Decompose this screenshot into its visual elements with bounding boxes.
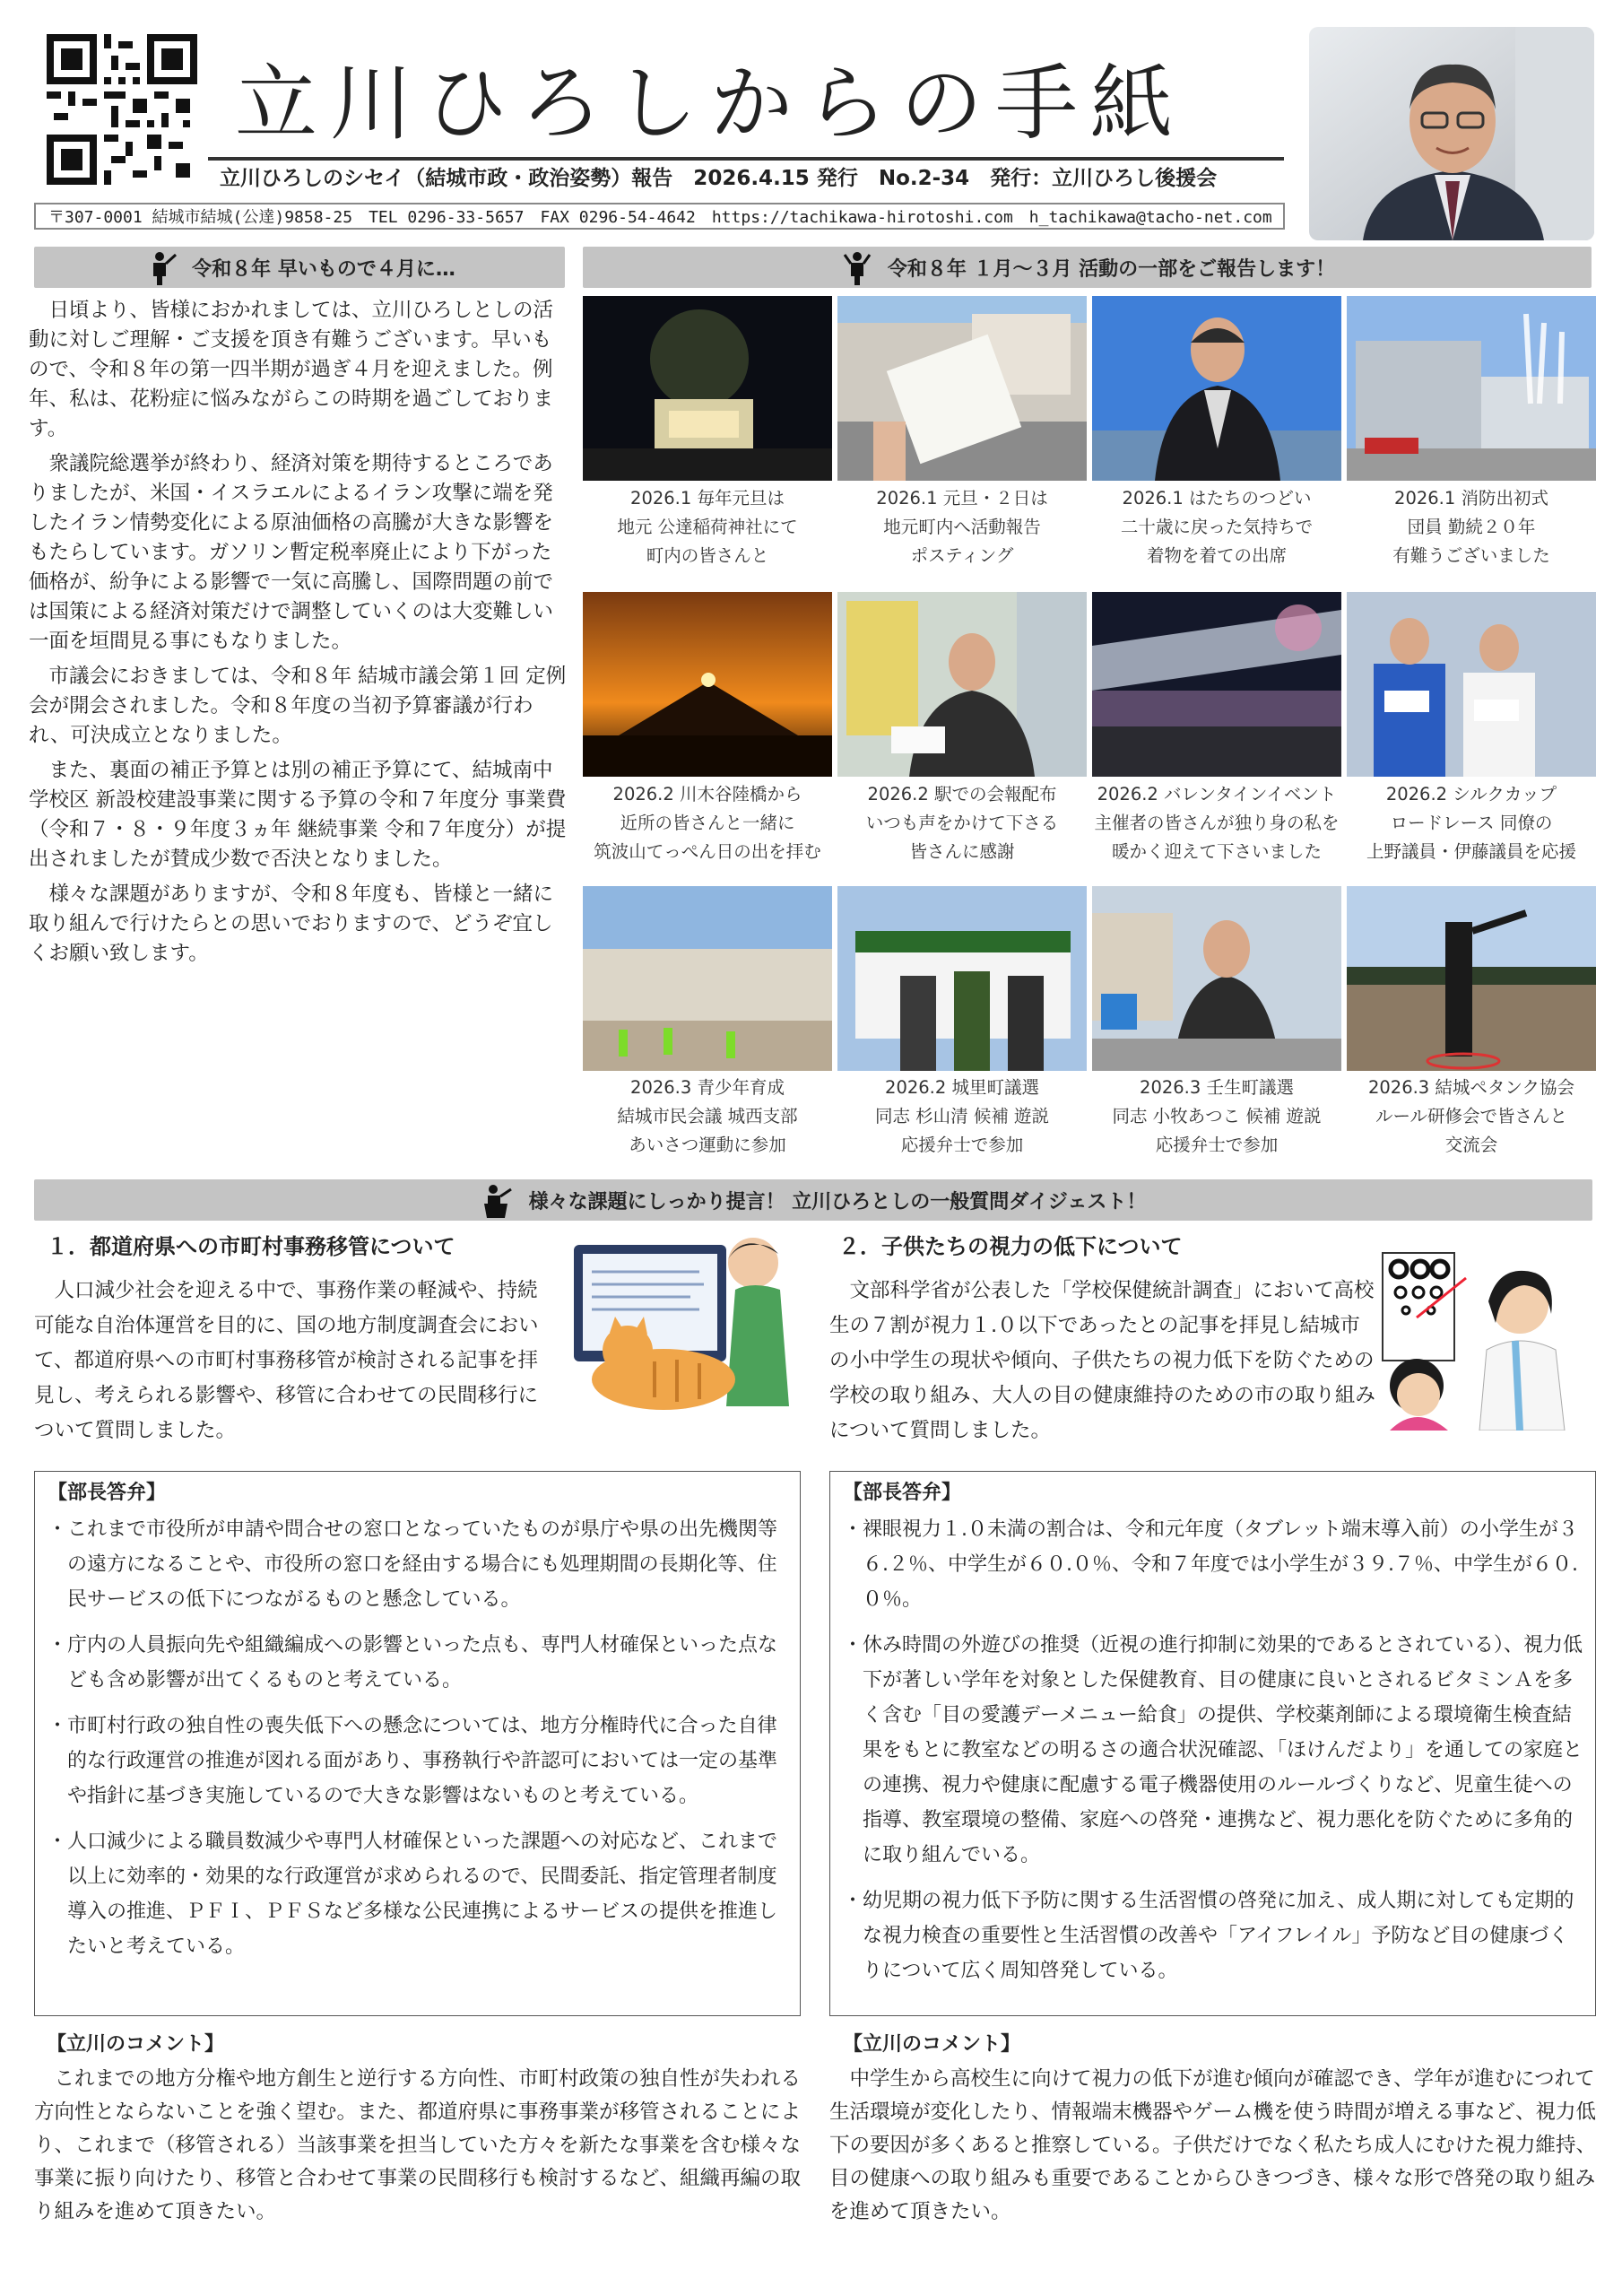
photo-caption-5: 2026.2 川木谷陸橋から 近所の皆さんと一緒に 筑波山てっぺん日の出を拝む — [594, 784, 821, 862]
contact-bar: 〒307-0001 結城市結城(公達)9858-25 TEL 0296-33-5657 FAX 0296-54-4642 https://tachikawa-hirotoshi.com h_tachikawa@tacho-net.com — [34, 203, 1285, 230]
question-2-answer-label: 【部長答弁】 — [843, 1482, 962, 1504]
question-1-answer-3: ・市町村行政の独自性の喪失低下への懸念については、地方分権時代に合った自律的な行政運営の推進が図れる面があり、事務執行や許認可においては一定の基準や指針に基づき実施しているので大きな影響はないものと考えている。 — [48, 1715, 778, 1807]
intro-paragraph-1: 日頃より、皆様におかれましては、立川ひろしとしの活動に対しご理解・ご支援を頂き有難うございます。早いもので、令和８年の第一四半期が過ぎ４月を迎えました。例年、私は、花粉症に悩みながらこの時期を過ごしております。 — [29, 299, 554, 440]
question-1-answer-4: ・人口減少による職員数減少や専門人材確保といった課題への対応など、これまで以上に効率的・効果的な行政運営が求められるので、民間委託、指定管理者制度導入の推進、ＰＦＩ、ＰＦＳなど多様な公民連携によるサービスの提供を推進したいと考えている。 — [48, 1831, 778, 1958]
photo-petanque-workshop — [1347, 886, 1596, 1071]
newsletter-title: 立川ひろしからの手紙 — [235, 56, 1186, 152]
question-2-text: 文部科学省が公表した「学校保健統計調査」において高校生の７割が視力１.０以下であったとの記事を拝見し結城市の小中学生の現状や傾向、子供たちの視力低下を防ぐための学校の取り組み、大人の目の健康維持のための市の取り組みについて質問しました。 — [829, 1279, 1375, 1442]
digest-section-header — [34, 1179, 1592, 1221]
photo-sunrise-mt-tsukuba — [583, 592, 832, 777]
digest-section-title: 様々な課題にしっかり提言！ 立川ひろとしの一般質問ダイジェスト！ — [528, 1190, 1147, 1213]
photo-caption-3: 2026.1 はたちのつどい 二十歳に戻った気持ちで 着物を着ての出席 — [1120, 488, 1314, 566]
photo-mibu-campaign — [1092, 886, 1341, 1071]
left-section-body — [29, 296, 567, 974]
intro-paragraph-5: 様々な課題がありますが、令和８年度も、皆様と一緒に取り組んで行けたらとの思いでおりますので、どうぞ宜しくお願い致します。 — [29, 883, 554, 965]
question-2-answer-box — [829, 1471, 1596, 2016]
question-1-title: １．都道府県への市町村事務移管について — [47, 1234, 455, 1259]
newsletter-subtitle: 立川ひろしのシセイ（結城市政・政治姿勢）報告 2026.4.15 発行 No.2-34 発行：立川ひろし後援会 — [220, 167, 1218, 190]
photo-caption-1: 2026.1 毎年元旦は 地元 公達稲荷神社にて 町内の皆さんと — [617, 488, 798, 566]
question-2-comment-label: 【立川のコメント】 — [843, 2033, 1021, 2056]
photo-caption-2: 2026.1 元旦・２日は 地元町内へ活動報告 ポスティング — [876, 488, 1048, 566]
left-section-title: 令和８年 早いもので４月に… — [192, 257, 455, 281]
question-1-comment-label: 【立川のコメント】 — [47, 2033, 225, 2056]
photo-caption-7: 2026.2 バレンタインイベント 主催者の皆さんが独り身の私を 暖かく迎えて下さいました — [1094, 784, 1340, 862]
question-1-answer-1: ・これまで市役所が申請や問合せの窓口となっていたものが県庁や県の出先機関等の遠方になることや、市役所の窓口を経由する場合にも処理期間の長期化等、住民サービスの低下につながるものと懸念している。 — [48, 1518, 778, 1611]
question-2-body — [829, 1274, 1378, 1448]
photo-valentine-event — [1092, 592, 1341, 777]
intro-paragraph-3: 市議会におきましては、令和８年 結城市議会第１回 定例会が開会されました。令和８年度の当初予算審議が行われ、可決成立となりました。 — [29, 665, 567, 747]
question-2-comment-body — [829, 2063, 1600, 2229]
speaker-figure-icon — [143, 249, 179, 285]
photo-school-greeting — [583, 886, 832, 1071]
laptop-cat-illustration — [565, 1227, 798, 1415]
question-2-comment: 中学生から高校生に向けて視力の低下が進む傾向が確認でき、学年が進むにつれて生活環境が変化したり、情報端末機器やゲーム機を使う時間が増える事など、視力低下の要因が多くあると推察している。子供だけでなく私たち成人にむけた視力維持、目の健康への取り組みも重要であることからひきつづき、様々な形で啓発の取り組みを進めて頂きたい。 — [829, 2067, 1597, 2223]
photo-shirosato-campaign — [837, 886, 1087, 1071]
question-2-answer-1: ・裸眼視力１.０未満の割合は、令和元年度（タブレット端末導入前）の小学生が３６.２％、中学生が６０.０％、令和７年度では小学生が３９.７％、中学生が６０.０％。 — [843, 1518, 1578, 1611]
intro-paragraph-4: また、裏面の補正予算とは別の補正予算にて、結城南中学校区 新設校建設事業に関する予算の令和７年度分 事業費（令和７・８・９年度３ヵ年 継続事業 令和７年度分）が提出されましたが賛成少数で否決となりました。 — [29, 759, 567, 871]
question-1-comment-body — [34, 2063, 805, 2229]
photo-caption-6: 2026.2 駅での会報配布 いつも声をかけて下さる 皆さんに感謝 — [865, 784, 1059, 862]
question-1-text: 人口減少社会を迎える中で、事務作業の軽減や、持続可能な自治体運営を目的に、国の地方制度調査会において、都道府県への市町村事務移管が検討される記事を拝見し、考えられる影響や、移管に合わせての民間移行について質問しました。 — [34, 1279, 539, 1442]
photo-caption-11: 2026.3 壬生町議選 同志 小牧あつこ 候補 遊説 応援弁士で参加 — [1112, 1077, 1322, 1155]
question-1-comment: これまでの地方分権や地方創生と逆行する方向性、市町村政策の独自性が失われる方向性とならないことを強く望む。また、都道府県に事務事業が移管されることにより、これまで（移管される）当該事業を担当していた方々を新たな事業を含む様々な事業に振り向けたり、移管と合わせて事業の民間移行も検討するなど、組織再編の取り組みを進めて頂きたい。 — [34, 2067, 802, 2223]
intro-paragraph-2: 衆議院総選挙が終わり、経済対策を期待するところでありましたが、米国・イスラエルによるイラン攻撃に端を発したイラン情勢変化による原油価格の高騰が大きな影響をもたらしています。ガソリン暫定税率廃止により下がった価格が、紛争による影響で一気に高騰し、国際問題の前では国策による経済対策だけで調整していくのは大変難しい一面を垣間見る事にもなりました。 — [29, 452, 554, 653]
question-1-body — [34, 1274, 554, 1448]
photo-fire-ceremony — [1347, 296, 1596, 481]
photo-posting-flyer — [837, 296, 1087, 481]
podium-speaker-icon — [481, 1182, 516, 1218]
photo-caption-9: 2026.3 青少年育成 結城市民会議 城西支部 あいさつ運動に参加 — [617, 1077, 798, 1155]
title-rule — [208, 157, 1284, 161]
left-section-header — [34, 247, 565, 288]
question-2-answer-3: ・幼児期の視力低下予防に関する生活習慣の啓発に加え、成人期に対しても定期的な視力検査の重要性と生活習慣の改善や「アイフレイル」予防など目の健康づくりについて広く周知啓発している。 — [843, 1890, 1574, 1982]
photo-road-race — [1347, 592, 1596, 777]
question-2-title: ２．子供たちの視力の低下について — [838, 1234, 1183, 1259]
question-1-answer-label: 【部長答弁】 — [48, 1482, 167, 1504]
photo-caption-12: 2026.3 結城ペタンク協会 ルール研修会で皆さんと 交流会 — [1367, 1077, 1575, 1155]
photo-caption-8: 2026.2 シルクカップ ロードレース 同僚の 上野議員・伊藤議員を応援 — [1366, 784, 1576, 862]
activity-section-title: 令和８年 １月～３月 活動の一部をご報告します！ — [887, 257, 1336, 281]
qr-code[interactable] — [47, 34, 197, 185]
photo-shrine-new-year — [583, 296, 832, 481]
photo-station-distribution — [837, 592, 1087, 777]
speaker-figure-icon — [839, 249, 875, 285]
question-1-answer-box — [34, 1471, 801, 2016]
question-2-answer-2: ・休み時間の外遊びの推奨（近視の進行抑制に効果的であるとされている）、視力低下が著しい学年を対象とした保健教育、目の健康に良いとされるビタミンＡを多く含む「目の愛護デーメニュー給食」の提供、学校薬剤師による環境衛生検査結果をもとに教室などの明るさの適合状況確認、「ほけんだより」を通しての家庭との連携、視力や健康に配慮する電子機器使用のルールづくりなど、児童生徒への指導、教室環境の整備、家庭への啓発・連携など、視力悪化を防ぐために多角的に取り組んでいる。 — [843, 1634, 1583, 1866]
photo-caption-10: 2026.2 城里町議選 同志 杉山清 候補 遊説 応援弁士で参加 — [874, 1077, 1050, 1155]
photo-caption-4: 2026.1 消防出初式 団員 勤続２０年 有難うございました — [1392, 488, 1550, 566]
eye-exam-illustration — [1381, 1251, 1596, 1431]
photo-coming-of-age-kimono — [1092, 296, 1341, 481]
question-1-answer-2: ・庁内の人員振向先や組織編成への影響といった点も、専門人材確保といった点なども含め影響が出てくるものと考えている。 — [48, 1634, 778, 1692]
activity-section-header — [583, 247, 1592, 288]
portrait-photo — [1309, 27, 1594, 240]
